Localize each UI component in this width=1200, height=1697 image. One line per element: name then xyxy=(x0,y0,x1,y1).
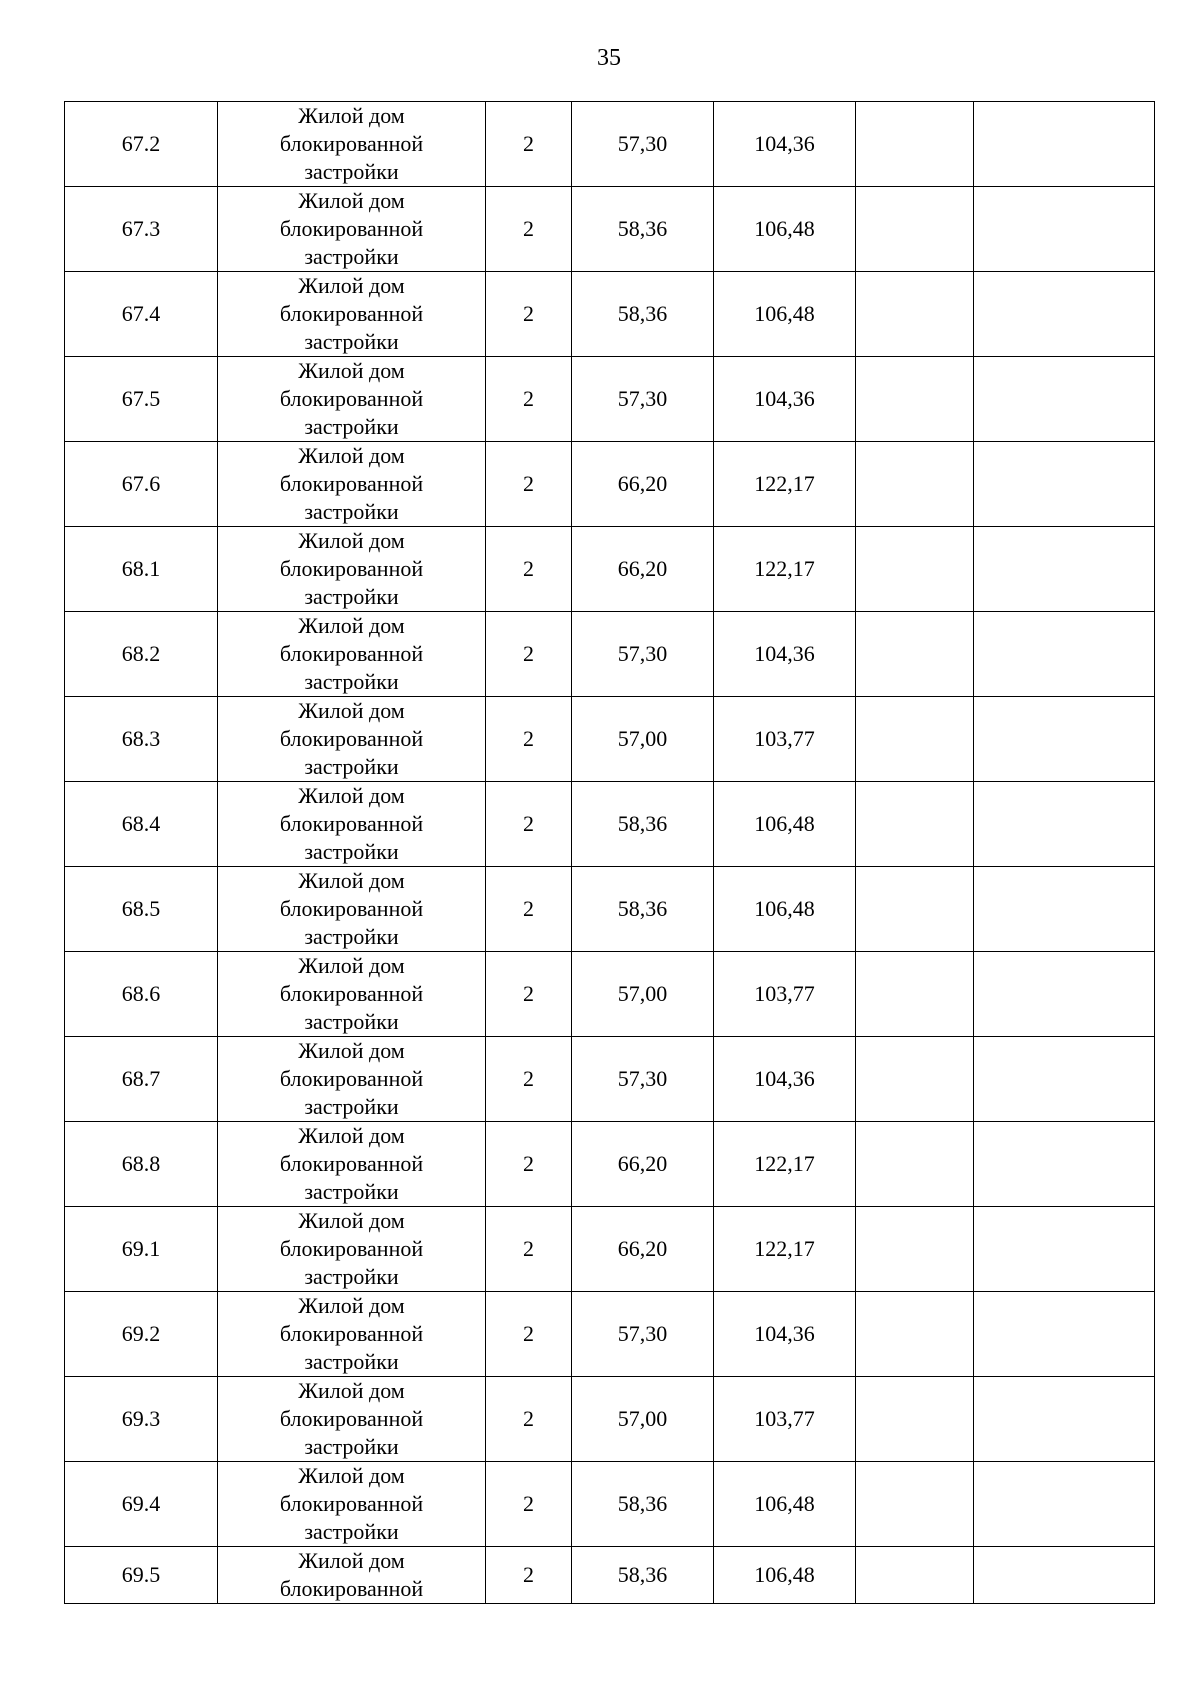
area-cell: 57,30 xyxy=(572,612,714,697)
row-number-cell: 67.4 xyxy=(65,272,218,357)
object-type-line: Жилой дом xyxy=(298,868,405,893)
table-body xyxy=(65,102,1155,1604)
table-row xyxy=(65,612,1155,697)
empty-cell xyxy=(974,1547,1155,1604)
row-number-cell: 69.3 xyxy=(65,1377,218,1462)
object-type-line: застройки xyxy=(304,1349,399,1374)
empty-cell xyxy=(974,527,1155,612)
object-type-line: блокированной xyxy=(279,131,424,156)
empty-cell xyxy=(974,272,1155,357)
object-type-line: Жилой дом xyxy=(298,273,405,298)
area-cell: 57,00 xyxy=(572,952,714,1037)
object-type-line: Жилой дом xyxy=(298,528,405,553)
row-number-cell: 68.3 xyxy=(65,697,218,782)
table-row xyxy=(65,272,1155,357)
object-type-line: блокированной xyxy=(279,1151,424,1176)
row-number-cell: 68.4 xyxy=(65,782,218,867)
area-cell: 58,36 xyxy=(572,187,714,272)
empty-cell xyxy=(856,697,974,782)
total-area-cell: 106,48 xyxy=(714,782,856,867)
total-area-cell: 103,77 xyxy=(714,952,856,1037)
row-number-cell: 68.8 xyxy=(65,1122,218,1207)
table-row xyxy=(65,187,1155,272)
total-area-cell: 106,48 xyxy=(714,187,856,272)
table-row xyxy=(65,1292,1155,1377)
empty-cell xyxy=(856,952,974,1037)
object-type-line: блокированной xyxy=(279,1321,424,1346)
area-cell: 57,00 xyxy=(572,697,714,782)
object-type-cell xyxy=(218,442,486,527)
object-type-cell xyxy=(218,357,486,442)
object-type-line: блокированной xyxy=(279,301,424,326)
floors-cell: 2 xyxy=(486,1462,572,1547)
empty-cell xyxy=(856,102,974,187)
object-type-line: застройки xyxy=(304,244,399,269)
object-type-line: блокированной xyxy=(279,216,424,241)
floors-cell: 2 xyxy=(486,102,572,187)
empty-cell xyxy=(974,782,1155,867)
object-type-line: застройки xyxy=(304,159,399,184)
object-type-cell xyxy=(218,1122,486,1207)
total-area-cell: 104,36 xyxy=(714,1037,856,1122)
empty-cell xyxy=(856,1547,974,1604)
floors-cell: 2 xyxy=(486,1547,572,1604)
floors-cell: 2 xyxy=(486,1377,572,1462)
object-type-line: блокированной xyxy=(279,1576,424,1601)
object-type-line: застройки xyxy=(304,924,399,949)
empty-cell xyxy=(856,1377,974,1462)
floors-cell: 2 xyxy=(486,867,572,952)
object-type-cell xyxy=(218,697,486,782)
empty-cell xyxy=(856,1207,974,1292)
object-type-line: Жилой дом xyxy=(298,783,405,808)
object-type-cell xyxy=(218,102,486,187)
object-type-line: застройки xyxy=(304,1264,399,1289)
empty-cell xyxy=(974,1292,1155,1377)
row-number-cell: 68.5 xyxy=(65,867,218,952)
empty-cell xyxy=(974,187,1155,272)
total-area-cell: 122,17 xyxy=(714,527,856,612)
floors-cell: 2 xyxy=(486,697,572,782)
total-area-cell: 106,48 xyxy=(714,1462,856,1547)
table-row xyxy=(65,1207,1155,1292)
row-number-cell: 67.3 xyxy=(65,187,218,272)
object-type-line: Жилой дом xyxy=(298,1208,405,1233)
object-type-line: застройки xyxy=(304,839,399,864)
object-type-cell xyxy=(218,867,486,952)
row-number-cell: 67.6 xyxy=(65,442,218,527)
empty-cell xyxy=(974,442,1155,527)
empty-cell xyxy=(974,1037,1155,1122)
total-area-cell: 103,77 xyxy=(714,1377,856,1462)
object-type-cell xyxy=(218,527,486,612)
area-cell: 58,36 xyxy=(572,272,714,357)
object-type-line: блокированной xyxy=(279,981,424,1006)
empty-cell xyxy=(856,272,974,357)
object-type-cell xyxy=(218,612,486,697)
empty-cell xyxy=(856,782,974,867)
object-type-line: блокированной xyxy=(279,471,424,496)
empty-cell xyxy=(856,527,974,612)
total-area-cell: 122,17 xyxy=(714,1122,856,1207)
object-type-cell xyxy=(218,1207,486,1292)
total-area-cell: 104,36 xyxy=(714,612,856,697)
object-type-line: Жилой дом xyxy=(298,1378,405,1403)
empty-cell xyxy=(856,1037,974,1122)
object-type-line: блокированной xyxy=(279,811,424,836)
floors-cell: 2 xyxy=(486,357,572,442)
floors-cell: 2 xyxy=(486,187,572,272)
total-area-cell: 106,48 xyxy=(714,1547,856,1604)
row-number-cell: 68.7 xyxy=(65,1037,218,1122)
floors-cell: 2 xyxy=(486,1207,572,1292)
object-type-line: Жилой дом xyxy=(298,1548,405,1573)
object-type-line: застройки xyxy=(304,1179,399,1204)
area-cell: 58,36 xyxy=(572,782,714,867)
table-row xyxy=(65,782,1155,867)
object-type-line: Жилой дом xyxy=(298,358,405,383)
table-row xyxy=(65,1377,1155,1462)
object-type-cell xyxy=(218,187,486,272)
area-cell: 66,20 xyxy=(572,1207,714,1292)
empty-cell xyxy=(974,867,1155,952)
empty-cell xyxy=(856,1122,974,1207)
row-number-cell: 69.4 xyxy=(65,1462,218,1547)
object-type-line: застройки xyxy=(304,584,399,609)
floors-cell: 2 xyxy=(486,1037,572,1122)
floors-cell: 2 xyxy=(486,612,572,697)
table-row xyxy=(65,1037,1155,1122)
object-type-line: застройки xyxy=(304,1519,399,1544)
total-area-cell: 122,17 xyxy=(714,442,856,527)
area-cell: 57,00 xyxy=(572,1377,714,1462)
object-type-line: блокированной xyxy=(279,1236,424,1261)
empty-cell xyxy=(856,357,974,442)
object-type-line: Жилой дом xyxy=(298,953,405,978)
object-type-cell xyxy=(218,1037,486,1122)
object-type-cell xyxy=(218,782,486,867)
table-row xyxy=(65,102,1155,187)
row-number-cell: 68.6 xyxy=(65,952,218,1037)
total-area-cell: 104,36 xyxy=(714,102,856,187)
row-number-cell: 69.5 xyxy=(65,1547,218,1604)
object-type-line: Жилой дом xyxy=(298,443,405,468)
table-row xyxy=(65,697,1155,782)
table-row xyxy=(65,952,1155,1037)
object-type-cell xyxy=(218,1377,486,1462)
empty-cell xyxy=(974,1462,1155,1547)
table-row xyxy=(65,1122,1155,1207)
object-type-line: Жилой дом xyxy=(298,103,405,128)
area-cell: 66,20 xyxy=(572,527,714,612)
object-type-line: застройки xyxy=(304,329,399,354)
page-number: 35 xyxy=(597,45,621,71)
object-type-line: Жилой дом xyxy=(298,1123,405,1148)
object-type-line: блокированной xyxy=(279,1066,424,1091)
object-type-line: блокированной xyxy=(279,556,424,581)
object-type-line: блокированной xyxy=(279,641,424,666)
row-number-cell: 69.2 xyxy=(65,1292,218,1377)
row-number-cell: 68.1 xyxy=(65,527,218,612)
floors-cell: 2 xyxy=(486,527,572,612)
empty-cell xyxy=(856,867,974,952)
total-area-cell: 104,36 xyxy=(714,357,856,442)
empty-cell xyxy=(856,442,974,527)
empty-cell xyxy=(974,1377,1155,1462)
object-type-line: застройки xyxy=(304,669,399,694)
table-row xyxy=(65,357,1155,442)
row-number-cell: 67.5 xyxy=(65,357,218,442)
area-cell: 57,30 xyxy=(572,357,714,442)
object-type-cell xyxy=(218,272,486,357)
row-number-cell: 67.2 xyxy=(65,102,218,187)
object-type-cell xyxy=(218,952,486,1037)
area-cell: 58,36 xyxy=(572,1547,714,1604)
object-type-line: Жилой дом xyxy=(298,613,405,638)
row-number-cell: 69.1 xyxy=(65,1207,218,1292)
empty-cell xyxy=(856,1462,974,1547)
total-area-cell: 103,77 xyxy=(714,697,856,782)
total-area-cell: 104,36 xyxy=(714,1292,856,1377)
empty-cell xyxy=(974,1207,1155,1292)
total-area-cell: 122,17 xyxy=(714,1207,856,1292)
floors-cell: 2 xyxy=(486,1292,572,1377)
empty-cell xyxy=(974,697,1155,782)
object-type-cell xyxy=(218,1462,486,1547)
floors-cell: 2 xyxy=(486,952,572,1037)
object-type-cell xyxy=(218,1292,486,1377)
area-cell: 58,36 xyxy=(572,1462,714,1547)
area-cell: 57,30 xyxy=(572,102,714,187)
empty-cell xyxy=(974,612,1155,697)
empty-cell xyxy=(974,1122,1155,1207)
object-type-line: блокированной xyxy=(279,1491,424,1516)
object-type-line: застройки xyxy=(304,414,399,439)
object-type-line: Жилой дом xyxy=(298,1038,405,1063)
table-row xyxy=(65,1547,1155,1604)
empty-cell xyxy=(974,357,1155,442)
empty-cell xyxy=(974,952,1155,1037)
area-cell: 57,30 xyxy=(572,1292,714,1377)
empty-cell xyxy=(856,1292,974,1377)
object-type-cell xyxy=(218,1547,486,1604)
row-number-cell: 68.2 xyxy=(65,612,218,697)
object-type-line: застройки xyxy=(304,1434,399,1459)
object-type-line: застройки xyxy=(304,499,399,524)
table-row xyxy=(65,1462,1155,1547)
table-row xyxy=(65,867,1155,952)
total-area-cell: 106,48 xyxy=(714,272,856,357)
object-type-line: застройки xyxy=(304,1009,399,1034)
table-row xyxy=(65,527,1155,612)
empty-cell xyxy=(974,102,1155,187)
area-cell: 57,30 xyxy=(572,1037,714,1122)
area-cell: 66,20 xyxy=(572,1122,714,1207)
area-cell: 58,36 xyxy=(572,867,714,952)
floors-cell: 2 xyxy=(486,1122,572,1207)
table-row xyxy=(65,442,1155,527)
object-type-line: Жилой дом xyxy=(298,1463,405,1488)
floors-cell: 2 xyxy=(486,782,572,867)
object-type-line: Жилой дом xyxy=(298,188,405,213)
empty-cell xyxy=(856,187,974,272)
object-type-line: блокированной xyxy=(279,1406,424,1431)
object-type-line: застройки xyxy=(304,1094,399,1119)
floors-cell: 2 xyxy=(486,272,572,357)
empty-cell xyxy=(856,612,974,697)
property-table xyxy=(64,101,1155,1604)
object-type-line: Жилой дом xyxy=(298,1293,405,1318)
object-type-line: блокированной xyxy=(279,726,424,751)
area-cell: 66,20 xyxy=(572,442,714,527)
total-area-cell: 106,48 xyxy=(714,867,856,952)
object-type-line: блокированной xyxy=(279,896,424,921)
object-type-line: блокированной xyxy=(279,386,424,411)
floors-cell: 2 xyxy=(486,442,572,527)
object-type-line: застройки xyxy=(304,754,399,779)
object-type-line: Жилой дом xyxy=(298,698,405,723)
